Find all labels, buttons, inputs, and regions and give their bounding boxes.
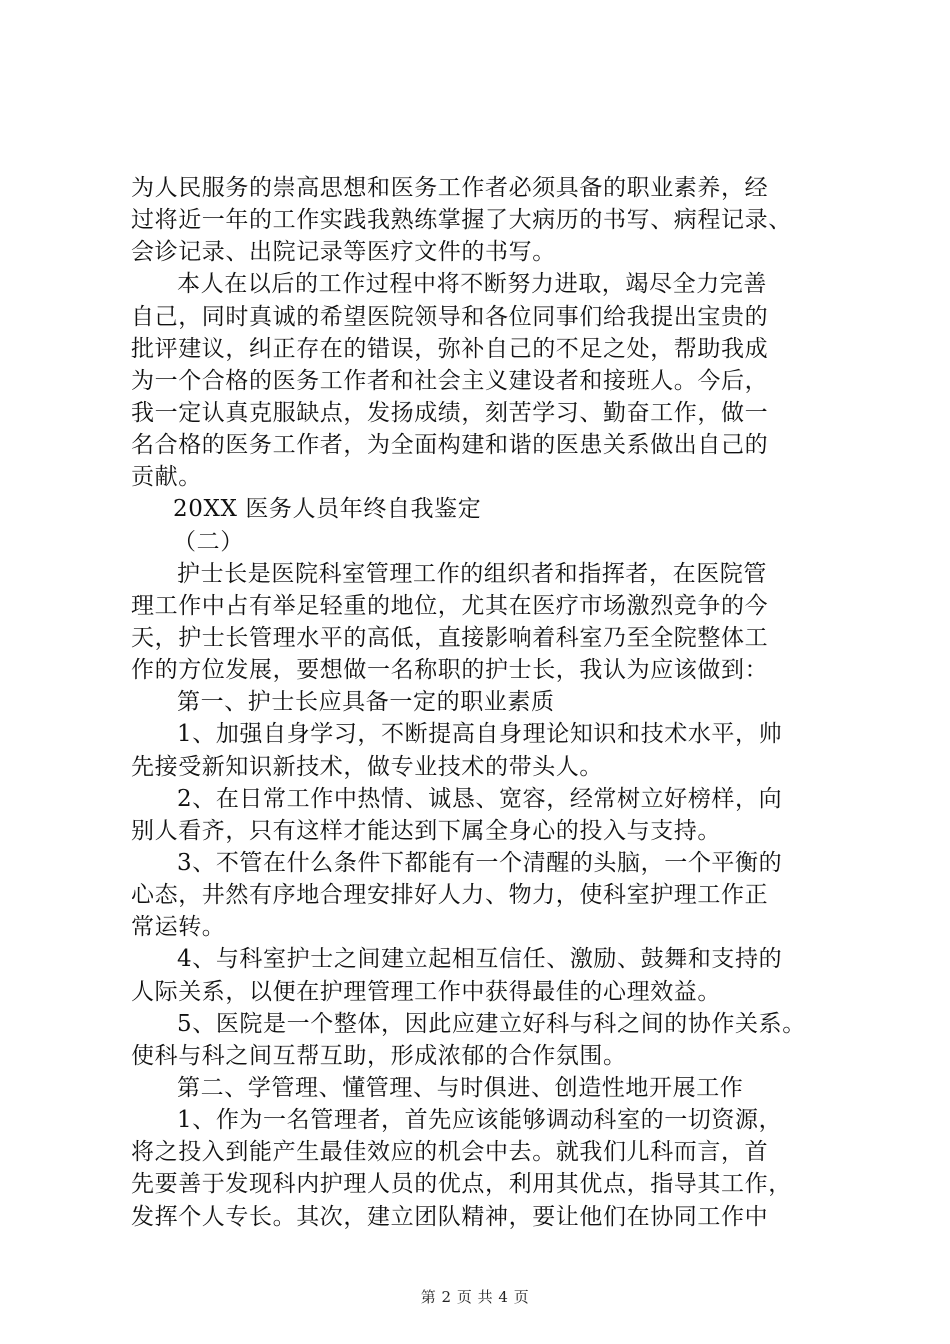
text-line: 过将近一年的工作实践我熟练掌握了大病历的书写、病程记录、	[131, 207, 792, 234]
paragraph-start-line: 本人在以后的工作过程中将不断努力进取，竭尽全力完善	[177, 271, 767, 298]
text-line: 发挥个人专长。其次，建立团队精神，要让他们在协同工作中	[131, 1203, 769, 1230]
text-line: 为人民服务的崇高思想和医务工作者必须具备的职业素养，经	[131, 175, 769, 201]
list-item-start: 2、在日常工作中热情、诚恳、宽容，经常树立好榜样，向	[177, 785, 783, 812]
text-line: 理工作中占有举足轻重的地位，尤其在医疗市场激烈竞争的今	[131, 592, 769, 619]
list-item-start: 1、作为一名管理者，首先应该能够调动科室的一切资源，	[177, 1107, 783, 1134]
text-line: 天，护士长管理水平的高低，直接影响着科室乃至全院整体工	[131, 624, 769, 651]
text-line: 常运转。	[131, 914, 226, 941]
paragraph-start-line: 护士长是医院科室管理工作的组织者和指挥者，在医院管	[177, 560, 767, 587]
list-item-start: 1、加强自身学习，不断提高自身理论知识和技术水平，帅	[177, 721, 783, 748]
section-subtitle: （二）	[173, 528, 244, 555]
heading-line: 第一、护士长应具备一定的职业素质	[177, 689, 555, 716]
text-line: 名合格的医务工作者，为全面构建和谐的医患关系做出自己的	[131, 432, 769, 459]
text-line: 自己，同时真诚的希望医院领导和各位同事们给我提出宝贵的	[131, 303, 769, 330]
text-line: 别人看齐，只有这样才能达到下属全身心的投入与支持。	[131, 817, 721, 844]
text-line: 将之投入到能产生最佳效应的机会中去。就我们儿科而言，首	[131, 1139, 769, 1166]
text-line: 先要善于发现科内护理人员的优点，利用其优点，指导其工作，	[131, 1171, 792, 1198]
text-line: 人际关系，以便在护理管理工作中获得最佳的心理效益。	[131, 978, 721, 1005]
list-item-start: 5、医院是一个整体，因此应建立好科与科之间的协作关系。	[177, 1010, 806, 1037]
section-title: 20XX 医务人员年终自我鉴定	[173, 496, 482, 523]
page-number: 第 2 页 共 4 页	[420, 1288, 530, 1306]
text-line: 作的方位发展，要想做一名称职的护士长，我认为应该做到：	[131, 657, 769, 684]
text-line: 会诊记录、出院记录等医疗文件的书写。	[131, 239, 556, 266]
text-line: 先接受新知识新技术，做专业技术的带头人。	[131, 753, 603, 780]
document-body	[131, 172, 843, 1233]
text-line: 我一定认真克服缺点，发扬成绩，刻苦学习、勤奋工作，做一	[131, 399, 769, 426]
list-item-start: 4、与科室护士之间建立起相互信任、激励、鼓舞和支持的	[177, 946, 783, 973]
list-item-start: 3、不管在什么条件下都能有一个清醒的头脑，一个平衡的	[177, 849, 783, 876]
text-line: 心态，井然有序地合理安排好人力、物力，使科室护理工作正	[131, 882, 769, 909]
heading-line: 第二、学管理、懂管理、与时俱进、创造性地开展工作	[177, 1074, 744, 1101]
text-line: 批评建议，纠正存在的错误，弥补自己的不足之处，帮助我成	[131, 335, 769, 362]
text-line: 贡献。	[131, 464, 202, 491]
text-line: 使科与科之间互帮互助，形成浓郁的合作氛围。	[131, 1042, 627, 1069]
text-line: 为一个合格的医务工作者和社会主义建设者和接班人。今后，	[131, 367, 769, 394]
